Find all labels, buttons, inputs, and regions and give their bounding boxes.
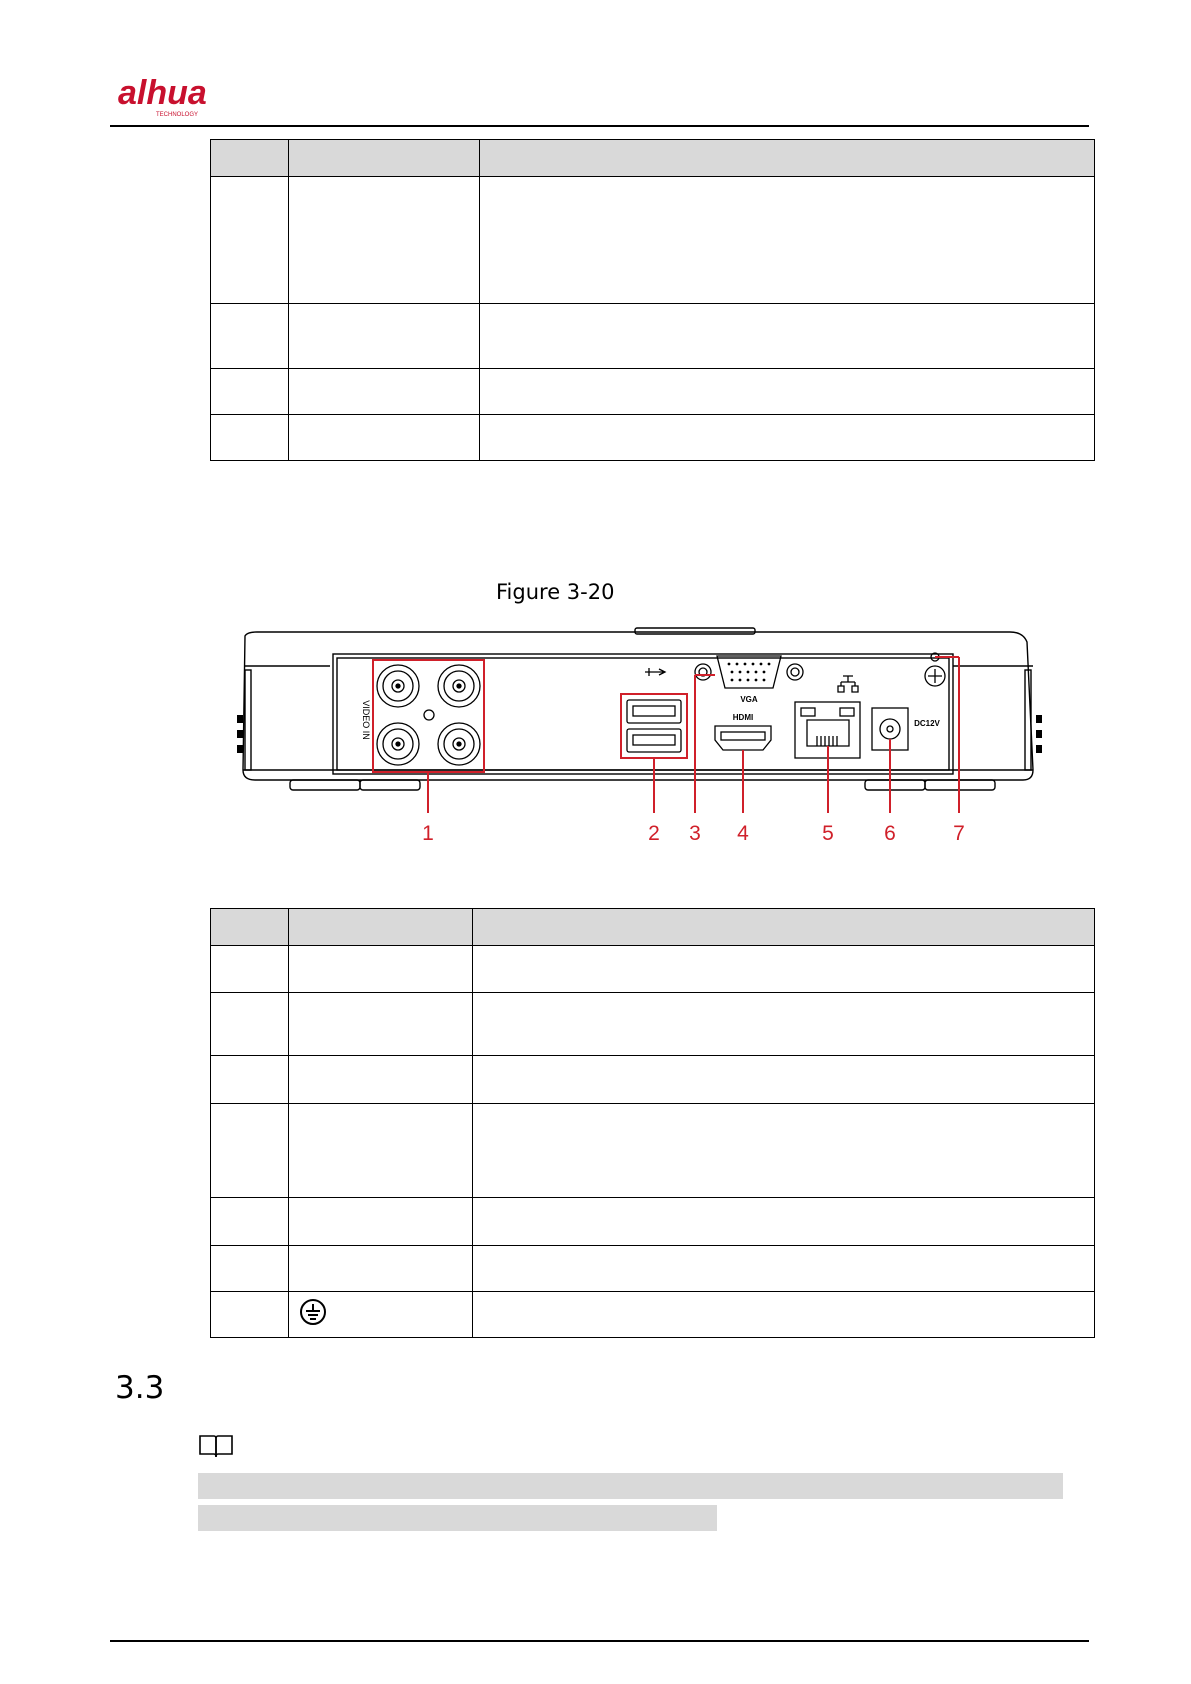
logo-subtitle: TECHNOLOGY <box>156 112 199 118</box>
hdmi-port <box>715 726 771 750</box>
port-table-bottom <box>210 908 1095 1338</box>
ethernet-port <box>795 676 860 758</box>
video-in-ports <box>377 665 480 765</box>
callout-2: 2 <box>648 822 660 845</box>
dahua-logo <box>118 72 258 122</box>
callout-1: 1 <box>422 822 434 845</box>
table-row <box>211 369 1095 415</box>
hdmi-label: HDMI <box>732 713 754 722</box>
rear-panel-figure <box>235 620 1045 855</box>
table-row <box>211 1246 1095 1292</box>
figure-caption: Figure 3-20 <box>496 580 615 604</box>
table-header-row <box>211 140 1095 177</box>
callout-6: 6 <box>884 822 896 845</box>
table-row <box>211 304 1095 369</box>
table-row <box>211 1056 1095 1104</box>
note-text-line <box>198 1505 717 1531</box>
callout-3: 3 <box>689 822 701 845</box>
table-row <box>211 1198 1095 1246</box>
table-row <box>211 1292 1095 1338</box>
video-in-label: VIDEO IN <box>361 700 371 740</box>
table-row <box>211 946 1095 993</box>
table-row <box>211 415 1095 461</box>
header-rule <box>110 125 1089 127</box>
table-row <box>211 177 1095 304</box>
usb-ports <box>627 668 681 752</box>
dc12v-label: DC12V <box>914 719 940 728</box>
logo-wordmark: alhua <box>118 74 207 112</box>
book-icon <box>198 1432 234 1460</box>
table-row <box>211 993 1095 1056</box>
footer-rule <box>110 1640 1089 1642</box>
section-number: 3.3 <box>115 1370 165 1406</box>
note-text-line <box>198 1473 1063 1499</box>
callout-4: 4 <box>737 822 749 845</box>
callout-7: 7 <box>953 822 965 845</box>
port-table-top <box>210 139 1095 461</box>
table-header-row <box>211 909 1095 946</box>
callout-5: 5 <box>822 822 834 845</box>
table-row <box>211 1104 1095 1198</box>
ground-icon <box>299 1298 327 1326</box>
vga-label: VGA <box>740 695 758 704</box>
